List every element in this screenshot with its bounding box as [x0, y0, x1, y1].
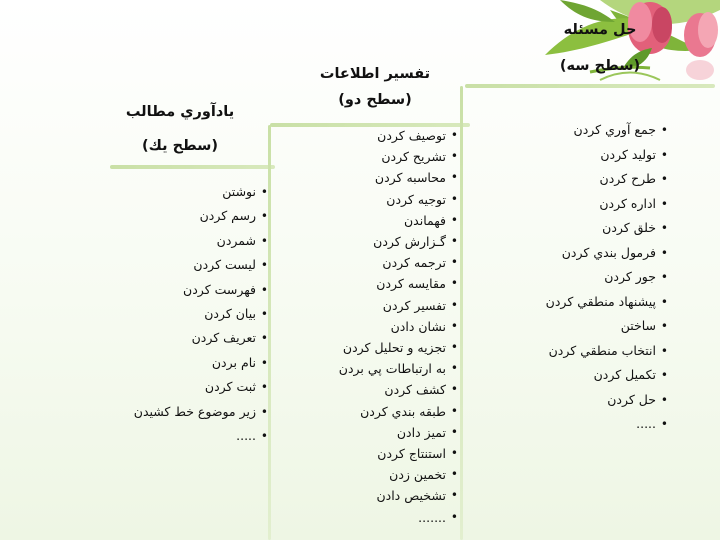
col2-list-item: • فهماندن	[339, 210, 458, 231]
col2-list-item: • مقايسه كردن	[339, 273, 458, 294]
col2-list-item: • كشف كردن	[339, 379, 458, 400]
divider-col1	[110, 165, 275, 169]
col1-list-item: • شمردن	[134, 229, 268, 253]
col1-list-item: • .....	[134, 424, 268, 448]
col1-level-label: (سطح يك)	[141, 138, 219, 154]
col1-list	[134, 180, 268, 448]
col1-title	[100, 102, 260, 156]
col2-list-item: • تشريح كردن	[339, 146, 458, 167]
col3-level-label: (سطح سه)	[559, 58, 641, 74]
vertical-line-col1	[268, 125, 271, 540]
vertical-line-col2	[460, 86, 463, 540]
col2-list-item: • محاسبه كردن	[339, 167, 458, 188]
col3-list-item: • اداره كردن	[546, 192, 668, 217]
col2-list-item: • استنتاج كردن	[339, 443, 458, 464]
col2-list-item: • نشان دادن	[339, 316, 458, 337]
col1-list-item: • تعريف كردن	[134, 326, 268, 350]
col3-title	[520, 20, 680, 76]
col2-list-item: • توصيف كردن	[339, 125, 458, 146]
col1-list-item: • ثبت كردن	[134, 375, 268, 399]
col3-title-main: حل مسئله	[563, 22, 637, 38]
col1-list-item: • زير موضوع خط كشيدن	[134, 400, 268, 424]
col2-list-item: • تشخيص دادن	[339, 485, 458, 506]
col1-list-item: • فهرست كردن	[134, 278, 268, 302]
col2-list-item: • تفسير كردن	[339, 295, 458, 316]
col3-list-item: • جمع آوري كردن	[546, 118, 668, 143]
col3-list-item: • توليد كردن	[546, 143, 668, 168]
col3-list-item: • پيشنهاد منطقي كردن	[546, 290, 668, 315]
col2-title	[300, 64, 450, 110]
col2-list-item: • طبقه بندي كردن	[339, 401, 458, 422]
col2-list-item: • .......	[339, 507, 458, 528]
col2-list-item: • تخمين زدن	[339, 464, 458, 485]
col3-list	[546, 118, 668, 437]
col3-list-item: • تكميل كردن	[546, 363, 668, 388]
col2-list-item: • ترجمه كردن	[339, 252, 458, 273]
col2-list-item: • به ارتباطات پي بردن	[339, 358, 458, 379]
col1-list-item: • نوشتن	[134, 180, 268, 204]
col2-level-label: (سطح دو)	[338, 92, 412, 108]
col3-list-item: • طرح كردن	[546, 167, 668, 192]
col3-list-item: • حل كردن	[546, 388, 668, 413]
col3-list-item: • .....	[546, 412, 668, 437]
col2-list-item: • تميز دادن	[339, 422, 458, 443]
col2-list-item: • توجيه كردن	[339, 189, 458, 210]
col3-list-item: • ساختن	[546, 314, 668, 339]
divider-col3	[465, 84, 715, 88]
col3-list-item: • خلق كردن	[546, 216, 668, 241]
col1-title-main: ياد‌آوري مطالب	[125, 104, 235, 120]
col1-list-item: • ليست كردن	[134, 253, 268, 277]
col2-title-main: تفسير اطلاعات	[319, 66, 431, 82]
col1-list-item: • بيان كردن	[134, 302, 268, 326]
col3-list-item: • فرمول بندي كردن	[546, 241, 668, 266]
col2-list-item: • گـزارش كردن	[339, 231, 458, 252]
col3-list-item: • جور كردن	[546, 265, 668, 290]
col2-list-item: • تجزيه و تحليل كردن	[339, 337, 458, 358]
col1-list-item: • نام بردن	[134, 351, 268, 375]
col1-list-item: • رسم كردن	[134, 204, 268, 228]
col3-list-item: • انتخاب منطقي كردن	[546, 339, 668, 364]
col2-list	[339, 125, 458, 528]
